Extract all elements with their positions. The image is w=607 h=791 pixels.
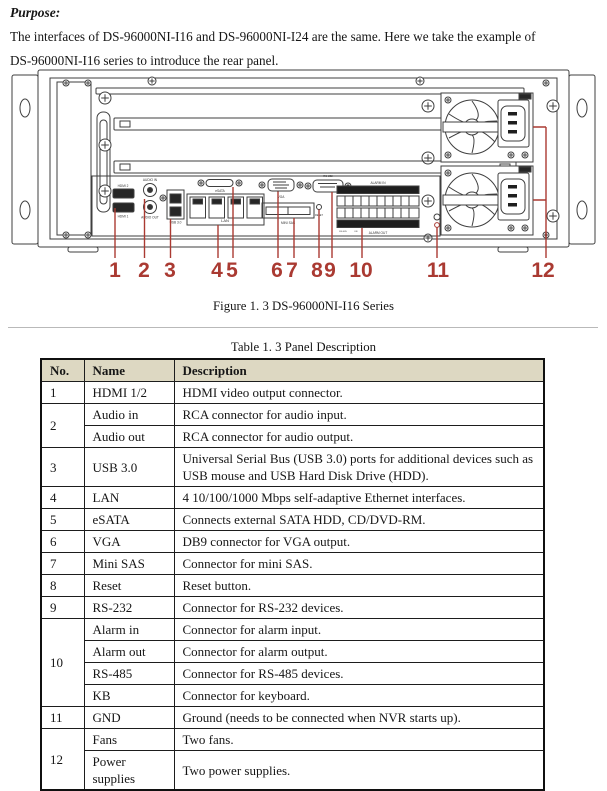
cell-no: 4 bbox=[41, 487, 84, 509]
cell-no: 8 bbox=[41, 575, 84, 597]
callout-12: 12 bbox=[531, 259, 555, 282]
cell-description: Connector for alarm input. bbox=[174, 619, 544, 641]
reset-label: RESET bbox=[315, 214, 323, 217]
table-row bbox=[41, 751, 544, 791]
rs232-label: RS-232 bbox=[323, 174, 333, 178]
column-header: Description bbox=[174, 359, 544, 382]
intro-paragraph-line2: DS-96000NI-I16 series to introduce the rear panel. bbox=[10, 53, 279, 68]
lan-label: LAN bbox=[221, 218, 229, 223]
cell-description: Connector for RS-232 devices. bbox=[174, 597, 544, 619]
callout-9: 9 bbox=[324, 259, 336, 282]
table-row bbox=[41, 597, 544, 619]
table-row bbox=[41, 487, 544, 509]
table-caption: Table 1. 3 Panel Description bbox=[230, 340, 377, 354]
table-row bbox=[41, 531, 544, 553]
cell-no: 1 bbox=[41, 382, 84, 404]
cell-no: 9 bbox=[41, 597, 84, 619]
rear-panel-figure bbox=[0, 68, 607, 286]
panel-description-table bbox=[40, 358, 545, 791]
cell-name: USB 3.0 bbox=[84, 448, 174, 487]
cell-description: RCA connector for audio input. bbox=[174, 404, 544, 426]
cell-name: RS-485 bbox=[84, 663, 174, 685]
mini-sas-label: MINI SAS bbox=[281, 221, 295, 225]
cell-name: Alarm out bbox=[84, 641, 174, 663]
figure-caption: Figure 1. 3 DS-96000NI-I16 Series bbox=[213, 299, 394, 313]
cell-description: Two power supplies. bbox=[174, 751, 544, 791]
cell-no: 11 bbox=[41, 707, 84, 729]
rs485-label: RS-485 bbox=[339, 231, 347, 233]
cell-no: 7 bbox=[41, 553, 84, 575]
intro-paragraph-line1: The interfaces of DS-96000NI-I16 and DS-96000NI-I24 are the same. Here we take the example of bbox=[10, 29, 536, 44]
table-row bbox=[41, 382, 544, 404]
cell-no: 12 bbox=[41, 729, 84, 791]
cell-name: RS-232 bbox=[84, 597, 174, 619]
cell-no: 2 bbox=[41, 404, 84, 448]
cell-name: Mini SAS bbox=[84, 553, 174, 575]
table-row bbox=[41, 404, 544, 426]
column-header: No. bbox=[41, 359, 84, 382]
cell-no: 10 bbox=[41, 619, 84, 707]
table-row bbox=[41, 707, 544, 729]
table-row bbox=[41, 448, 544, 487]
table-header bbox=[41, 359, 544, 382]
callout-2: 2 bbox=[138, 259, 150, 282]
cell-description: Ground (needs to be connected when NVR starts up). bbox=[174, 707, 544, 729]
cell-description: Universal Serial Bus (USB 3.0) ports for additional devices such as USB mouse and USB Hard Disk Drive (HDD). bbox=[174, 448, 544, 487]
cell-description: Reset button. bbox=[174, 575, 544, 597]
cell-description: 4 10/100/1000 Mbps self-adaptive Ethernet interfaces. bbox=[174, 487, 544, 509]
callout-11: 11 bbox=[426, 259, 450, 282]
cell-description: Connector for alarm output. bbox=[174, 641, 544, 663]
cell-description: Connector for keyboard. bbox=[174, 685, 544, 707]
callout-7: 7 bbox=[286, 259, 298, 282]
cell-description: Connects external SATA HDD, CD/DVD-RM. bbox=[174, 509, 544, 531]
cell-no: 3 bbox=[41, 448, 84, 487]
hdmi1-label: HDMI 1 bbox=[117, 214, 129, 219]
cell-name: Reset bbox=[84, 575, 174, 597]
cell-name: KB bbox=[84, 685, 174, 707]
table-row bbox=[41, 729, 544, 751]
callout-4: 4 bbox=[211, 259, 223, 282]
cell-name: VGA bbox=[84, 531, 174, 553]
cell-no: 6 bbox=[41, 531, 84, 553]
callout-10: 10 bbox=[349, 259, 373, 282]
table-row bbox=[41, 685, 544, 707]
esata-label: eSATA bbox=[215, 189, 225, 193]
table-row bbox=[41, 641, 544, 663]
kb-label: KB bbox=[354, 231, 358, 233]
callout-1: 1 bbox=[109, 259, 121, 282]
cell-name: Audio in bbox=[84, 404, 174, 426]
horizontal-divider bbox=[8, 327, 598, 328]
alarm-in-label: ALARM IN bbox=[370, 181, 386, 185]
callout-numbers bbox=[109, 259, 555, 282]
audio-out-label: AUDIO OUT bbox=[141, 215, 159, 220]
cell-no: 5 bbox=[41, 509, 84, 531]
rear-panel-diagram bbox=[0, 68, 607, 286]
cell-name: Fans bbox=[84, 729, 174, 751]
table-row bbox=[41, 575, 544, 597]
table-row bbox=[41, 663, 544, 685]
audio-in-label: AUDIO IN bbox=[142, 178, 158, 182]
callout-3: 3 bbox=[164, 259, 176, 282]
hdmi2-label: HDMI 2 bbox=[117, 184, 129, 188]
cell-description: Connector for mini SAS. bbox=[174, 553, 544, 575]
cell-name: LAN bbox=[84, 487, 174, 509]
cell-description: Connector for RS-485 devices. bbox=[174, 663, 544, 685]
cell-description: RCA connector for audio output. bbox=[174, 426, 544, 448]
purpose-heading: Purpose: bbox=[10, 5, 61, 20]
cell-description: Two fans. bbox=[174, 729, 544, 751]
cell-name: Alarm in bbox=[84, 619, 174, 641]
cell-name: GND bbox=[84, 707, 174, 729]
cell-description: DB9 connector for VGA output. bbox=[174, 531, 544, 553]
table-row bbox=[41, 426, 544, 448]
table-body bbox=[41, 382, 544, 791]
alarm-out-label: ALARM OUT bbox=[368, 231, 388, 235]
table-row bbox=[41, 619, 544, 641]
table-row bbox=[41, 553, 544, 575]
table-row bbox=[41, 509, 544, 531]
cell-name: HDMI 1/2 bbox=[84, 382, 174, 404]
usb-label: USB 3.0 bbox=[169, 220, 182, 225]
callout-8: 8 bbox=[311, 259, 323, 282]
table-header-row bbox=[41, 359, 544, 382]
cell-description: HDMI video output connector. bbox=[174, 382, 544, 404]
callout-5: 5 bbox=[226, 259, 238, 282]
vga-label: VGA bbox=[277, 195, 285, 199]
column-header: Name bbox=[84, 359, 174, 382]
cell-name: Audio out bbox=[84, 426, 174, 448]
callout-6: 6 bbox=[271, 259, 283, 282]
cell-name: eSATA bbox=[84, 509, 174, 531]
cell-name: Power supplies bbox=[84, 751, 174, 791]
